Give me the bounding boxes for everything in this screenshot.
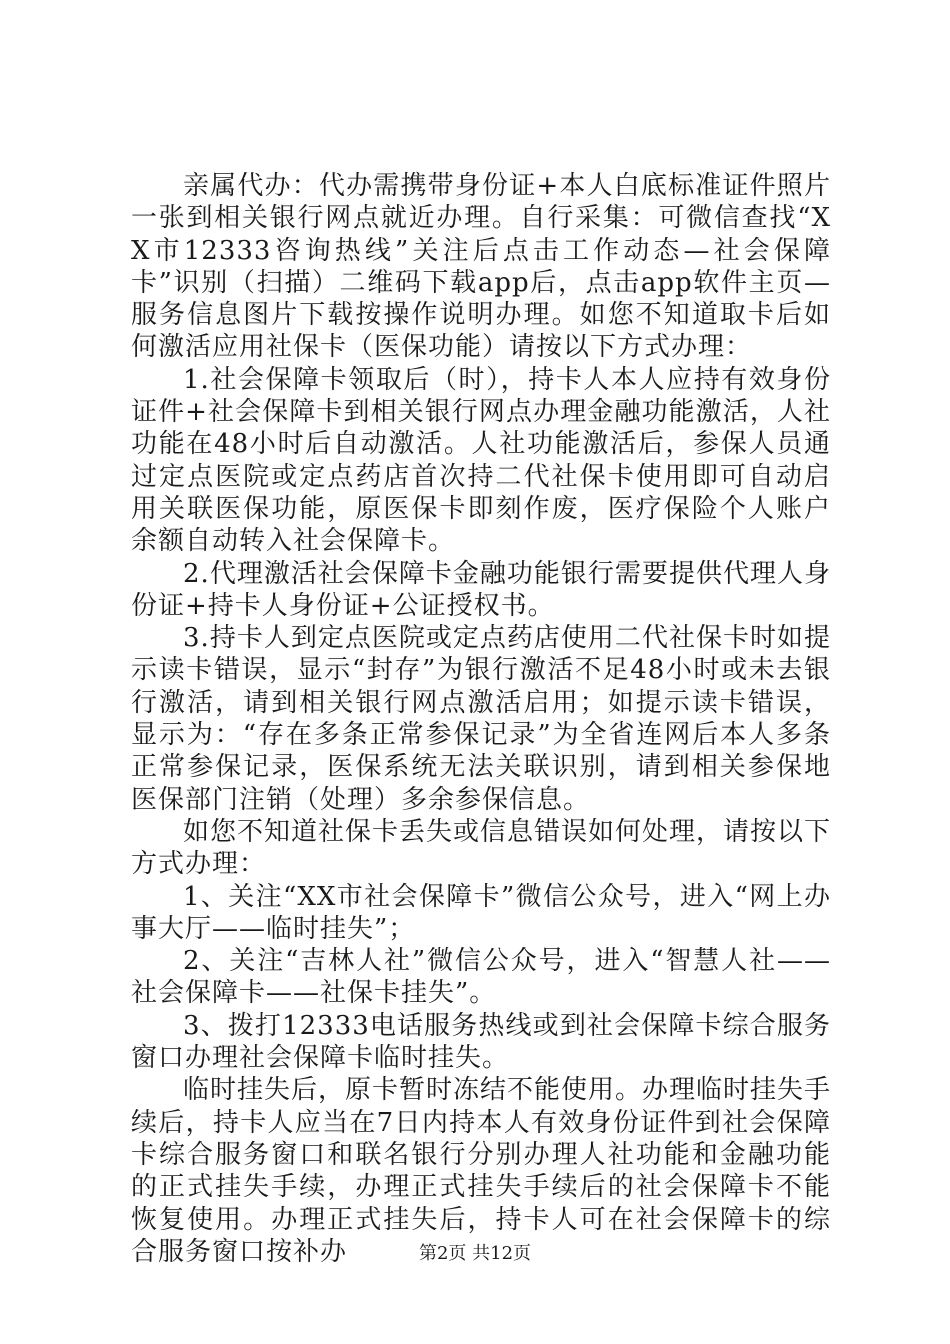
paragraph-loss-item-3: 3、拨打12333电话服务热线或到社会保障卡综合服务窗口办理社会保障卡临时挂失。	[131, 1010, 831, 1074]
paragraph-relative-agent: 亲属代办：代办需携带身份证+本人白底标准证件照片一张到相关银行网点就近办理。自行采集：可微信查找“XX市12333咨询热线”关注后点击工作动态—社会保障卡”识别（扫描）二维码下载app后，点击app软件主页—服务信息图片下载按操作说明办理。如您不知道取卡后如何激活应用社保卡（医保功能）请按以下方式办理：	[131, 171, 831, 363]
paragraph-item-3: 3.持卡人到定点医院或定点药店使用二代社保卡时如提示读卡错误，显示“封存”为银行激活不足48小时或未去银行激活，请到相关银行网点激活启用；如提示读卡错误，显示为：“存在多条正常参保记录”为全省连网后本人多条正常参保记录，医保系统无法关联识别，请到相关参保地医保部门注销（处理）多余参保信息。	[131, 623, 831, 815]
paragraph-loss-intro: 如您不知道社保卡丢失或信息错误如何处理，请按以下方式办理：	[131, 816, 832, 880]
document-body	[131, 170, 831, 1268]
paragraph-item-1: 1.社会保障卡领取后（时），持卡人本人应持有效身份证件+社会保障卡到相关银行网点办理金融功能激活，人社功能在48小时后自动激活。人社功能激活后，参保人员通过定点医院或定点药店首次持二代社保卡使用即可自动启用关联医保功能，原医保卡即刻作废，医疗保险个人账户余额自动转入社会保障卡。	[131, 364, 831, 557]
page-number-label: 第2页 共12页	[418, 1243, 532, 1264]
paragraph-loss-item-2: 2、关注“吉林人社”微信公众号，进入“智慧人社——社会保障卡——社保卡挂失”。	[131, 946, 831, 1009]
paragraph-loss-item-1: 1、关注“XX市社会保障卡”微信公众号，进入“网上办事大厅——临时挂失”；	[131, 881, 831, 944]
paragraph-temporary-loss: 临时挂失后，原卡暂时冻结不能使用。办理临时挂失手续后，持卡人应当在7日内持本人有效身份证件到社会保障卡综合服务窗口和联名银行分别办理人社功能和金融功能的正式挂失手续，办理正式挂失手续后的社会保障卡不能恢复使用。办理正式挂失后，持卡人可在社会保障卡的综合服务窗口按补办	[131, 1075, 832, 1267]
page-footer	[0, 1242, 950, 1266]
paragraph-item-2: 2.代理激活社会保障卡金融功能银行需要提供代理人身份证+持卡人身份证+公证授权书。	[131, 558, 831, 621]
